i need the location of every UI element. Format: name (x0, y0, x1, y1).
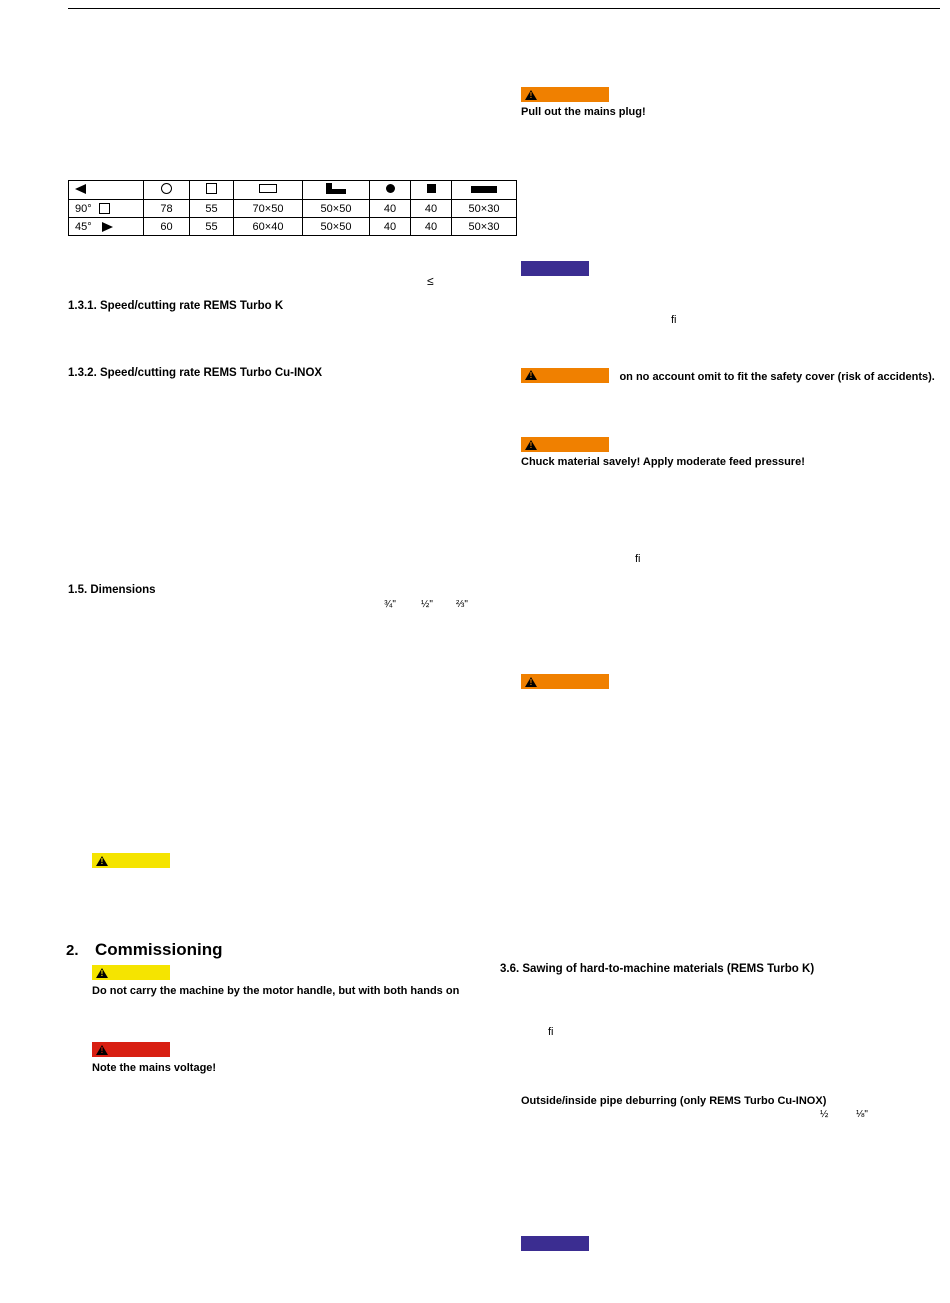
table-row (69, 218, 517, 236)
mains-voltage-note: Note the mains voltage! (92, 1062, 217, 1074)
warning-triangle-icon (525, 440, 537, 450)
section-3-6-heading: 3.6. Sawing of hard-to-machine materials (REMS Turbo K) (500, 963, 815, 975)
warning-banner-generic (521, 674, 609, 689)
warning-triangle-icon (525, 677, 537, 687)
header-cell-circle (144, 181, 190, 200)
caution-banner-commissioning (92, 965, 170, 980)
warning-triangle-icon (96, 856, 108, 866)
section-1-5-heading: 1.5. Dimensions (68, 584, 156, 596)
header-cell-profile (69, 181, 144, 200)
section-1-3-1-heading: 1.3.1. Speed/cutting rate REMS Turbo K (68, 300, 284, 312)
filled-square-icon (427, 184, 436, 193)
flat-bar-icon (471, 186, 497, 193)
header-cell-rectangle (234, 181, 303, 200)
cell-value: 55 (190, 218, 234, 236)
deburring-fraction-eighth: ⅛" (856, 1109, 868, 1120)
pipe-square-icon (99, 203, 110, 214)
fraction-two-third: ⅔" (456, 599, 468, 610)
cell-value: 50×30 (452, 200, 517, 218)
cell-value: 40 (370, 200, 411, 218)
cell-value: 60 (144, 218, 190, 236)
cell-value: 50×50 (303, 200, 370, 218)
angle-head-icon (75, 183, 89, 194)
section-2-number: 2. (66, 942, 79, 959)
filled-circle-icon (386, 184, 395, 193)
notice-banner-blue-bottom (521, 1236, 589, 1251)
l-profile-icon (326, 183, 346, 194)
safety-cover-note: on no account omit to fit the safety cover (risk of accidents). (619, 371, 935, 383)
cell-value: 60×40 (234, 218, 303, 236)
square-outline-icon (206, 183, 217, 194)
row-label-90 (69, 200, 144, 218)
header-cell-filled-square (411, 181, 452, 200)
circle-outline-icon (161, 183, 172, 194)
deburring-fraction-half: ½ (820, 1109, 829, 1120)
section-2-heading (66, 940, 222, 960)
ligature-fi-1: fi (671, 314, 677, 326)
cell-value: 40 (370, 218, 411, 236)
cell-value: 50×50 (303, 218, 370, 236)
rectangle-outline-icon (259, 184, 277, 193)
carry-machine-note: Do not carry the machine by the motor handle, but with both hands on (92, 985, 460, 997)
cell-value: 50×30 (452, 218, 517, 236)
cell-value: 40 (411, 200, 452, 218)
fraction-three-quarter: ¾" (384, 599, 396, 610)
safety-cover-line (521, 367, 935, 385)
cell-value: 78 (144, 200, 190, 218)
cell-value: 55 (190, 200, 234, 218)
header-cell-lprofile (303, 181, 370, 200)
row-label-text: 90° (75, 202, 92, 215)
warning-triangle-icon (96, 1045, 108, 1055)
warning-banner-safety-cover (521, 368, 609, 383)
pull-plug-note: Pull out the mains plug! (521, 106, 646, 118)
warning-triangle-icon (525, 370, 537, 380)
row-label-45 (69, 218, 144, 236)
cell-value: 40 (411, 218, 452, 236)
ligature-fi-2: fi (635, 553, 641, 565)
table-header-row (69, 181, 517, 200)
chuck-material-note: Chuck material savely! Apply moderate feed pressure! (521, 456, 805, 468)
row-label-text: 45° (75, 220, 92, 233)
caution-banner-carry (92, 853, 170, 868)
less-equal-symbol: ≤ (427, 274, 434, 288)
warning-banner-pull-plug (521, 87, 609, 102)
page-top-rule (68, 8, 940, 9)
notice-banner-blue-top (521, 261, 589, 276)
section-1-3-2-heading: 1.3.2. Speed/cutting rate REMS Turbo Cu-INOX (68, 367, 323, 379)
section-2-title: Commissioning (94, 940, 223, 959)
cell-value: 70×50 (234, 200, 303, 218)
warning-triangle-icon (96, 968, 108, 978)
table-row (69, 200, 517, 218)
warning-banner-chuck (521, 437, 609, 452)
header-cell-square (190, 181, 234, 200)
dimension-table (68, 180, 517, 236)
fraction-half: ½" (421, 599, 433, 610)
header-cell-filled-circle (370, 181, 411, 200)
deburring-heading: Outside/inside pipe deburring (only REMS Turbo Cu-INOX) (521, 1095, 827, 1107)
ligature-fi-3: fi (548, 1026, 554, 1038)
warning-triangle-icon (525, 90, 537, 100)
danger-banner-mains (92, 1042, 170, 1057)
pipe-angle-icon (99, 221, 113, 232)
header-cell-flat-bar (452, 181, 517, 200)
